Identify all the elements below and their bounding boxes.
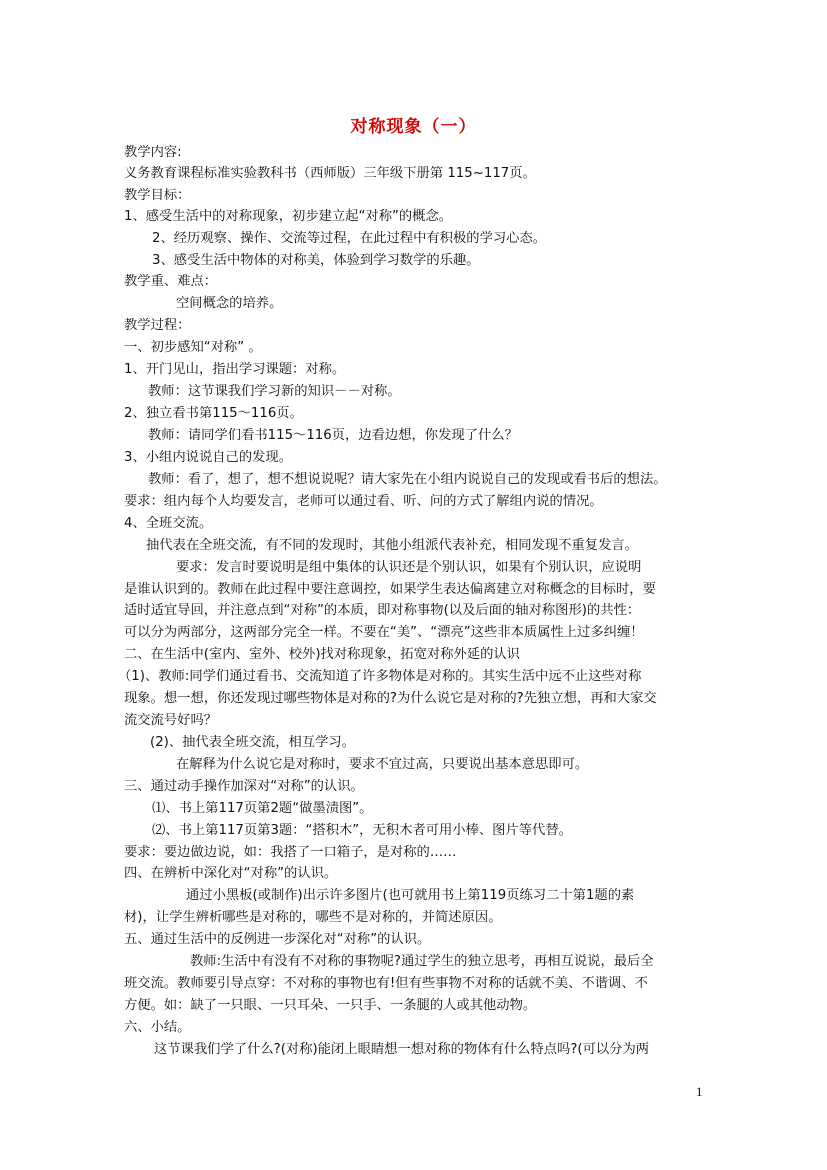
text-line: 三、通过动手操作加深对“对称”的认识。 <box>124 779 364 794</box>
text-line: 一、初步感知“对称” 。 <box>124 340 262 355</box>
page-number: 1 <box>696 1084 703 1099</box>
text-line: 1、开门见山，指出学习课题：对称。 <box>124 362 346 377</box>
text-line: 流交流号好吗？ <box>124 713 218 728</box>
text-line: 五、通过生活中的反例进一步深化对“对称”的认识。 <box>124 932 431 947</box>
text-line: ⑴、书上第117页第2题“做墨渍图”。 <box>152 801 373 816</box>
text-line: 1、感受生活中的对称现象，初步建立起“对称”的概念。 <box>124 209 453 224</box>
text-line: 是谁认识到的。教师在此过程中要注意调控，如果学生表达偏离建立对称概念的目标时，要 <box>124 582 656 597</box>
text-line: 教学过程： <box>124 318 191 333</box>
text-line: 教学重、难点： <box>124 274 218 289</box>
text-line: ⑵、书上第117页第3题：“搭积木”，无积木者可用小棒、图片等代替。 <box>152 823 572 838</box>
text-line: （1)、教师:同学们通过看书、交流知道了许多物体是对称的。其实生活中远不止这些对称 <box>118 669 642 684</box>
text-line: 空间概念的培养。 <box>176 296 283 311</box>
text-line: 教师:生活中有没有不对称的事物呢?通过学生的独立思考，再相互说说，最后全 <box>190 954 654 969</box>
text-line: 教学目标： <box>124 188 191 203</box>
text-line: 六、小结。 <box>124 1020 191 1035</box>
text-line: 教师：这节课我们学习新的知识－－对称。 <box>148 384 401 399</box>
text-line: 要求：要边做边说，如：我搭了一口箱子，是对称的…… <box>124 845 457 860</box>
text-line: 适时适宜导回，并注意点到“对称”的本质，即对称事物(以及后面的轴对称图形)的共性： <box>124 603 641 618</box>
text-line: (2)、抽代表全班交流，相互学习。 <box>150 735 355 750</box>
text-line: 2、经历观察、操作、交流等过程，在此过程中有积极的学习心态。 <box>152 231 547 246</box>
text-line: 教师：请同学们看书115～116页，边看边想，你发现了什么？ <box>148 428 518 443</box>
text-line: 抽代表在全班交流，有不同的发现时，其他小组派代表补充，相同发现不重复发言。 <box>146 538 638 553</box>
text-line: 通过小黑板(或制作)出示许多图片(也可就用书上第119页练习二十第1题的素 <box>186 888 635 903</box>
text-line: 在解释为什么说它是对称时，要求不宜过高，只要说出基本意思即可。 <box>176 757 589 772</box>
document-title: 对称现象（一） <box>350 117 477 137</box>
text-line: 四、在辨析中深化对“对称”的认识。 <box>124 866 338 881</box>
text-line: 班交流。教师要引导点穿：不对称的事物也有!但有些事物不对称的话就不美、不谐调、不 <box>124 976 648 991</box>
text-line: 教学内容: <box>124 145 182 160</box>
text-line: 这节课我们学了什么?(对称)能闭上眼睛想一想对称的物体有什么特点吗?(可以分为两 <box>154 1042 650 1057</box>
text-line: 3、小组内说说自己的发现。 <box>124 450 293 465</box>
text-line: 二、在生活中(室内、室外、校外)找对称现象，拓宽对称外延的认识 <box>124 647 520 662</box>
text-line: 要求：发言时要说明是组中集体的认识还是个别认识，如果有个别认识，应说明 <box>176 560 642 575</box>
text-line: 现象。想一想，你还发现过哪些物体是对称的?为什么说它是对称的?先独立想，再和大家交 <box>124 691 657 706</box>
text-line: 可以分为两部分，这两部分完全一样。不要在“美”、“漂亮”这些非本质属性上过多纠缠！ <box>124 625 644 640</box>
text-line: 义务教育课程标准实验教科书（西师版）三年级下册第 115~117页。 <box>124 166 536 181</box>
text-line: 3、感受生活中物体的对称美，体验到学习数学的乐趣。 <box>152 253 480 268</box>
text-line: 材)，让学生辨析哪些是对称的，哪些不是对称的，并简述原因。 <box>124 910 502 925</box>
text-line: 方便。如：缺了一只眼、一只耳朵、一只手、一条腿的人或其他动物。 <box>124 998 537 1013</box>
text-line: 2、独立看书第115～116页。 <box>124 406 303 421</box>
text-line: 4、全班交流。 <box>124 516 213 531</box>
text-line: 教师：看了，想了，想不想说说呢？请大家先在小组内说说自己的发现或看书后的想法。 <box>148 472 667 487</box>
text-line: 要求：组内每个人均要发言，老师可以通过看、听、问的方式了解组内说的情况。 <box>124 494 603 509</box>
